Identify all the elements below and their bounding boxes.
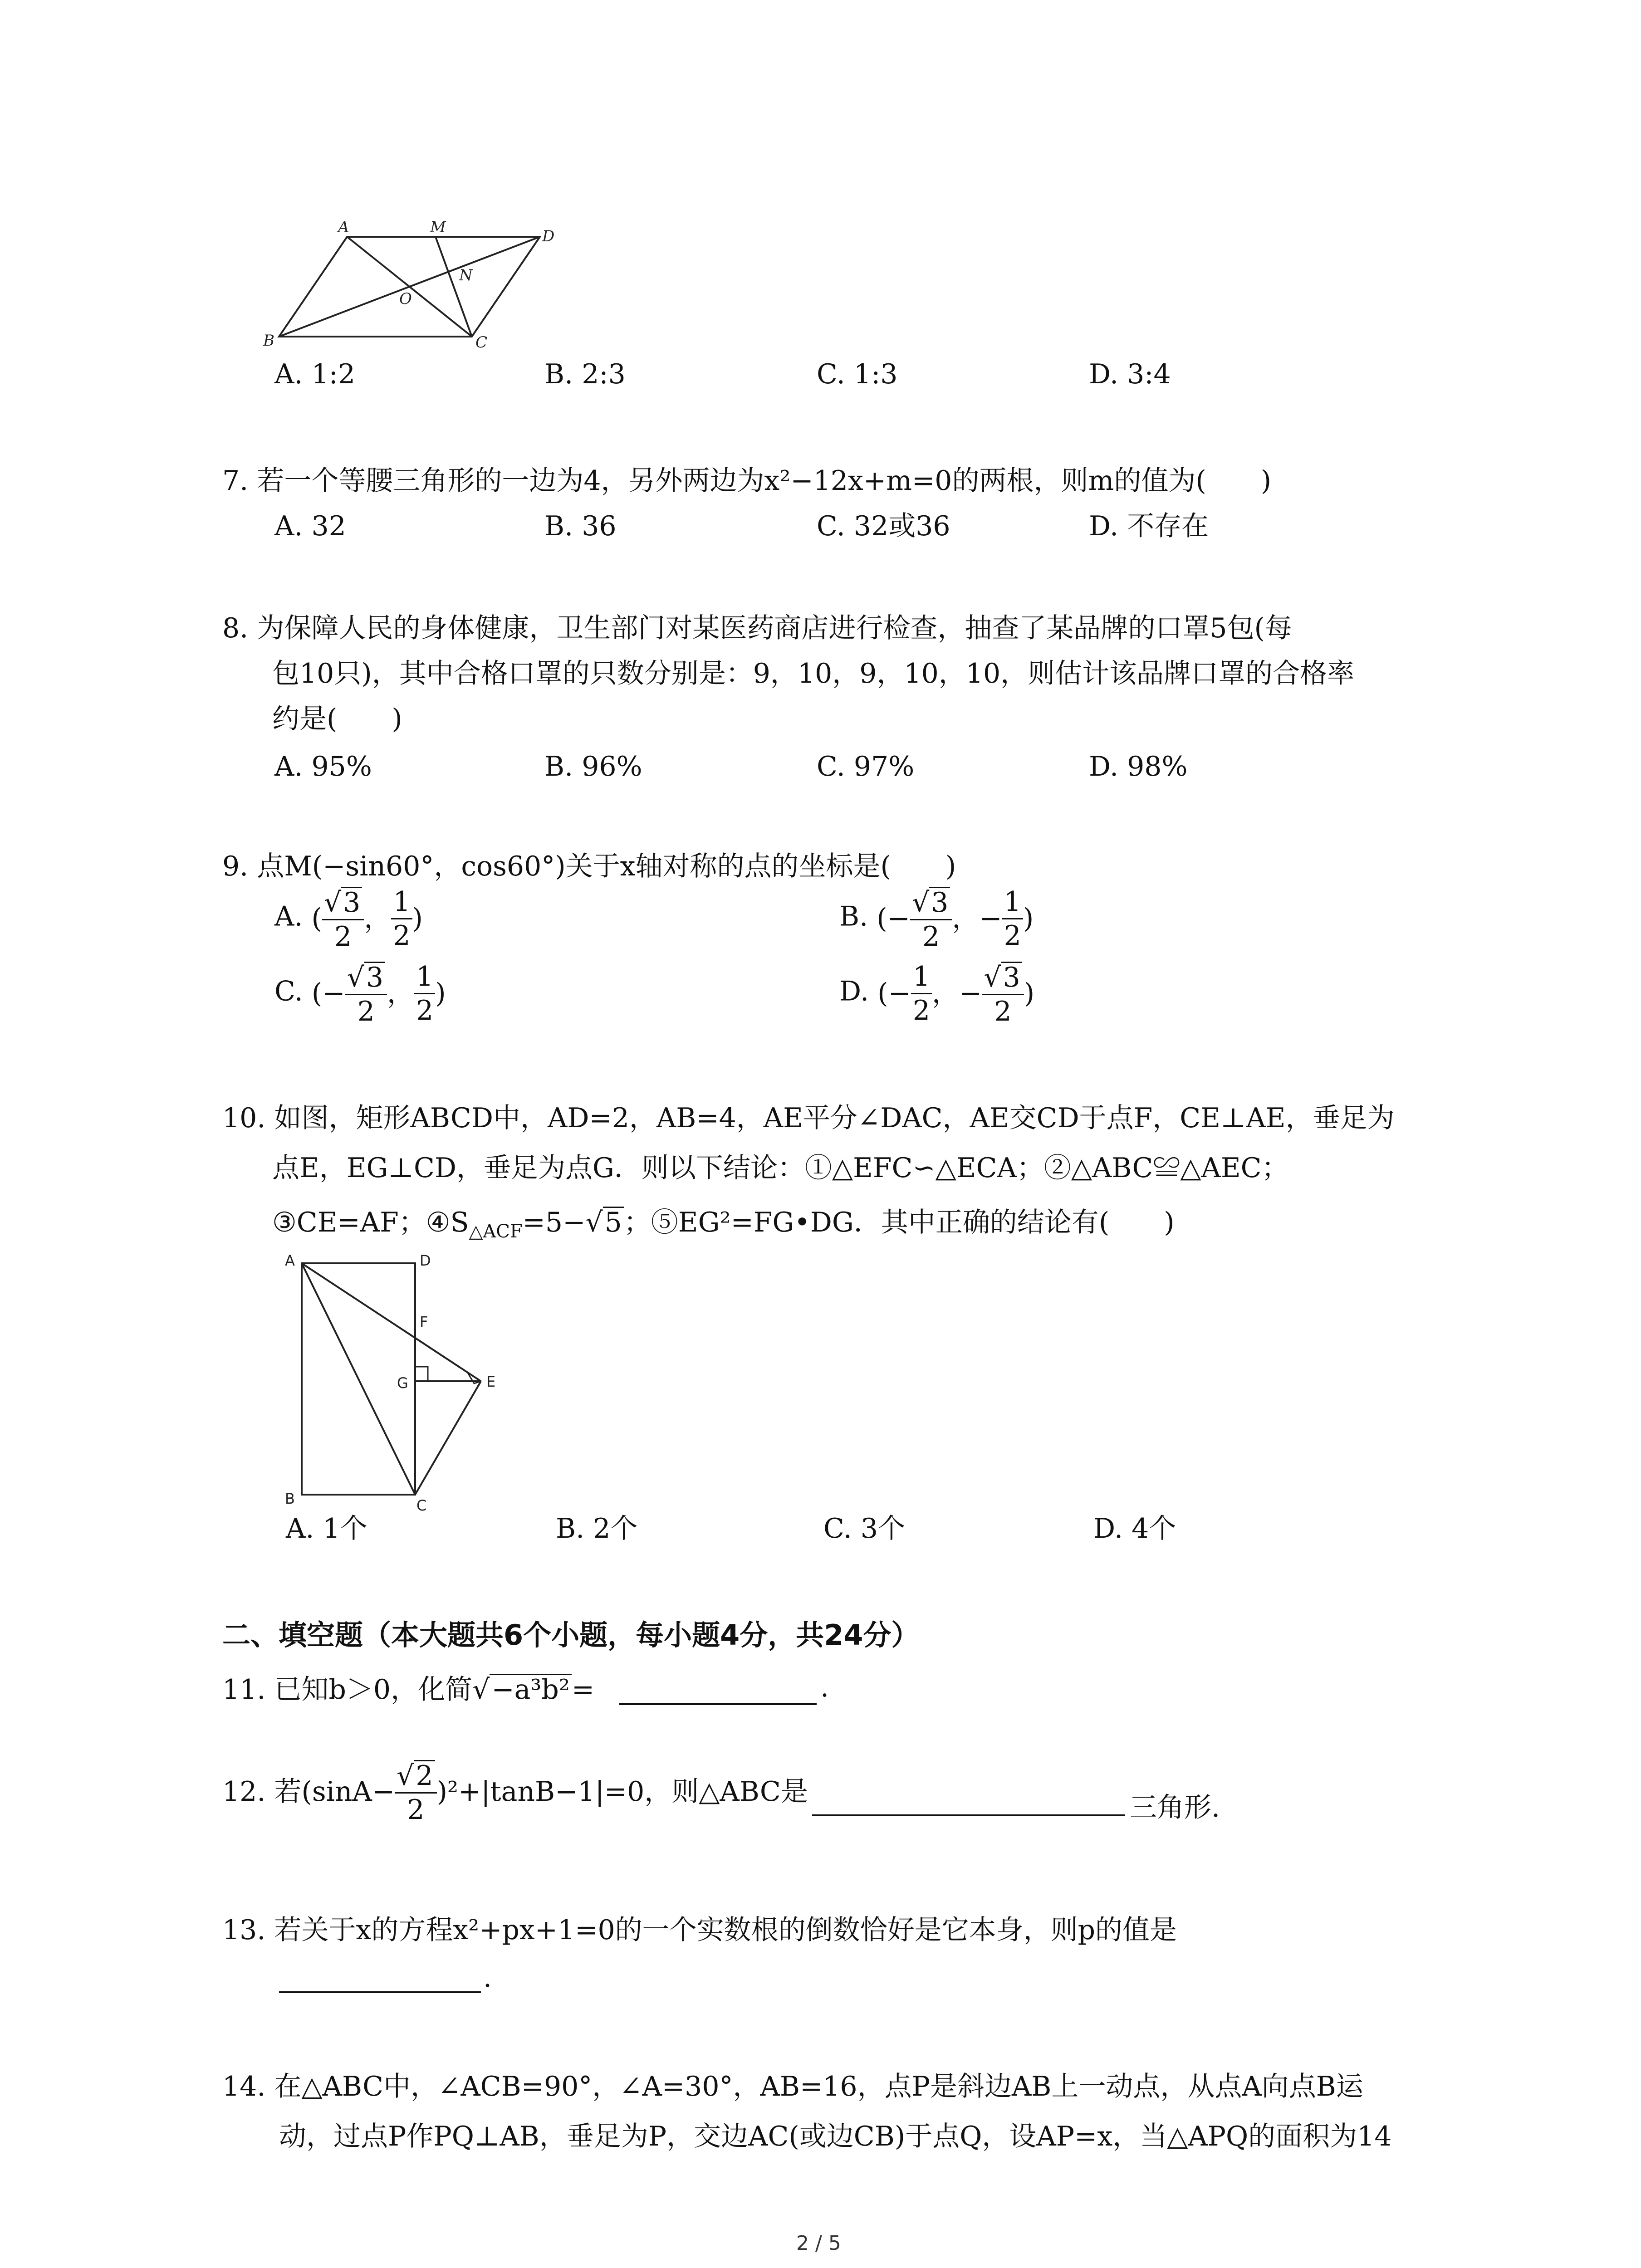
q9-option-c: C. (− $\frac{√3}{2}$ ， $\frac{1}{2}$ ) bbox=[274, 960, 446, 1027]
sqrt3: 3 bbox=[1001, 962, 1022, 991]
page-number: 2 / 5 bbox=[796, 2232, 841, 2255]
q11-a: 11. 已知b＞0，化简 bbox=[222, 1674, 473, 1706]
parallelogram-figure bbox=[254, 213, 572, 352]
num: 1 bbox=[414, 963, 435, 994]
q10-l3b: =5− bbox=[522, 1207, 586, 1238]
q8-option-c: C. 97% bbox=[817, 751, 915, 782]
q9-text: 9. 点M(−sin60°，cos60°)关于x轴对称的点的坐标是( ) bbox=[222, 850, 956, 882]
q12-end: 三角形. bbox=[1130, 1792, 1220, 1823]
den: 2 bbox=[357, 996, 375, 1027]
q9-option-b: B. (− $\frac{√3}{2}$ ，− $\frac{1}{2}$ ) bbox=[839, 885, 1034, 953]
q7-option-b: B. 36 bbox=[544, 510, 617, 542]
q8-option-b: B. 96% bbox=[544, 751, 642, 782]
q7-text: 7. 若一个等腰三角形的一边为4，另外两边为x²−12x+m=0的两根，则m的值为( ) bbox=[222, 465, 1272, 497]
num: 1 bbox=[391, 888, 412, 919]
sqrt3: 3 bbox=[364, 962, 385, 991]
label-N: N bbox=[459, 266, 473, 284]
q11-text: 11. 已知b＞0，化简√−a³b²= bbox=[222, 1674, 595, 1706]
q10-line2: 点E，EG⊥CD，垂足为点G．则以下结论：①△EFC∽△ECA；②△ABC≌△AEC； bbox=[272, 1152, 1289, 1184]
q10-option-a: A. 1个 bbox=[286, 1513, 367, 1545]
q8-line1: 8. 为保障人民的身体健康，卫生部门对某医药商店进行检查，抽查了某品牌的口罩5包(每 bbox=[222, 612, 1292, 644]
q9-option-d: D. (− $\frac{1}{2}$ ，− $\frac{√3}{2}$ ) bbox=[839, 960, 1035, 1027]
q6-option-c: C. 1:3 bbox=[817, 358, 898, 390]
q12-text: 12. 若(sinA− $\frac{√2}{2}$ )²+|tanB−1|=0，则△ABC是 bbox=[222, 1760, 808, 1826]
q14-line1: 14. 在△ABC中，∠ACB=90°，∠A=30°，AB=16，点P是斜边AB上一动点，从点A向点B运 bbox=[222, 2071, 1363, 2102]
fig10-label-A: A bbox=[285, 1252, 295, 1269]
label-O: O bbox=[399, 290, 412, 308]
q10-option-c: C. 3个 bbox=[823, 1513, 906, 1545]
q6-option-d: D. 3:4 bbox=[1089, 358, 1171, 390]
q13-answer-blank[interactable] bbox=[279, 1991, 481, 1993]
fig10-label-C: C bbox=[416, 1497, 427, 1514]
q9-a-label: A. bbox=[274, 900, 303, 933]
sqrt3: 3 bbox=[341, 887, 362, 916]
q10-line1: 10. 如图，矩形ABCD中，AD=2，AB=4，AE平分∠DAC，AE交CD于点F，CE⊥AE，垂足为 bbox=[222, 1102, 1395, 1134]
q11-eq: = bbox=[571, 1674, 595, 1706]
q9-option-a: A. ( $\frac{√3}{2}$ ， $\frac{1}{2}$ ) bbox=[274, 885, 423, 953]
fig10-label-F: F bbox=[420, 1313, 428, 1330]
section-2-heading: 二、填空题（本大题共6个小题，每小题4分，共24分） bbox=[222, 1618, 920, 1652]
q12-answer-blank[interactable] bbox=[812, 1814, 1125, 1816]
q13-line1: 13. 若关于x的方程x²+px+1=0的一个实数根的倒数恰好是它本身，则p的值是 bbox=[222, 1914, 1177, 1946]
rectangle-figure bbox=[272, 1252, 526, 1514]
q10-l3c: ；⑤EG²=FG•DG．其中正确的结论有( ) bbox=[623, 1207, 1175, 1238]
q10-option-d: D. 4个 bbox=[1093, 1513, 1176, 1545]
q11-answer-blank[interactable] bbox=[619, 1703, 817, 1705]
q10-option-b: B. 2个 bbox=[556, 1513, 638, 1545]
q7-option-a: A. 32 bbox=[274, 510, 346, 542]
q12-den: 2 bbox=[407, 1794, 425, 1826]
q9-c-label: C. bbox=[274, 975, 303, 1007]
q12-num: 2 bbox=[414, 1760, 435, 1789]
den: 2 bbox=[416, 994, 434, 1026]
q6-option-a: A. 1:2 bbox=[274, 358, 356, 390]
q7-option-c: C. 32或36 bbox=[817, 510, 950, 542]
q9-b-label: B. bbox=[839, 900, 868, 933]
q11-end: . bbox=[820, 1672, 829, 1703]
den: 2 bbox=[1004, 919, 1021, 952]
q10-l3sub: △ACF bbox=[469, 1221, 523, 1242]
q13-end: . bbox=[483, 1962, 492, 1994]
q10-l3a: ③CE=AF；④S bbox=[272, 1207, 469, 1238]
num: 1 bbox=[911, 963, 932, 994]
fig10-label-B: B bbox=[285, 1490, 295, 1507]
q12-a: 12. 若(sinA− bbox=[222, 1776, 395, 1808]
label-B: B bbox=[263, 332, 274, 350]
sqrt3: 3 bbox=[929, 887, 950, 916]
num: 1 bbox=[1002, 888, 1023, 919]
q6-option-b: B. 2:3 bbox=[544, 358, 626, 390]
label-M: M bbox=[430, 218, 446, 236]
label-D: D bbox=[542, 227, 555, 245]
den: 2 bbox=[994, 996, 1012, 1027]
den: 2 bbox=[334, 921, 352, 953]
q12-b: )²+|tanB−1|=0，则△ABC是 bbox=[436, 1776, 808, 1808]
q11-rad: −a³b² bbox=[490, 1674, 572, 1703]
q8-option-d: D. 98% bbox=[1089, 751, 1188, 782]
den: 2 bbox=[912, 994, 930, 1026]
den: 2 bbox=[393, 919, 411, 952]
q8-line2: 包10只)，其中合格口罩的只数分别是：9，10，9，10，10，则估计该品牌口罩的合格率 bbox=[272, 658, 1355, 689]
fig10-label-D: D bbox=[420, 1252, 431, 1269]
q14-line2: 动，过点P作PQ⊥AB，垂足为P，交边AC(或边CB)于点Q，设AP=x，当△APQ的面积为14 bbox=[279, 2121, 1392, 2152]
fig10-label-G: G bbox=[397, 1374, 408, 1392]
q8-option-a: A. 95% bbox=[274, 751, 372, 782]
fig10-label-E: E bbox=[486, 1373, 496, 1390]
label-A: A bbox=[338, 218, 349, 236]
q8-line3: 约是( ) bbox=[272, 703, 402, 735]
den: 2 bbox=[922, 921, 940, 953]
q9-d-label: D. bbox=[839, 975, 869, 1007]
label-C: C bbox=[475, 333, 488, 352]
q7-option-d: D. 不存在 bbox=[1089, 510, 1209, 542]
q10-rad: 5 bbox=[603, 1207, 624, 1236]
q10-line3: ③CE=AF；$④S_{\triangle ACF}=5-√5$；⑤EG²=FG•DG．其中正确的结论有( ) bbox=[272, 1207, 1175, 1242]
